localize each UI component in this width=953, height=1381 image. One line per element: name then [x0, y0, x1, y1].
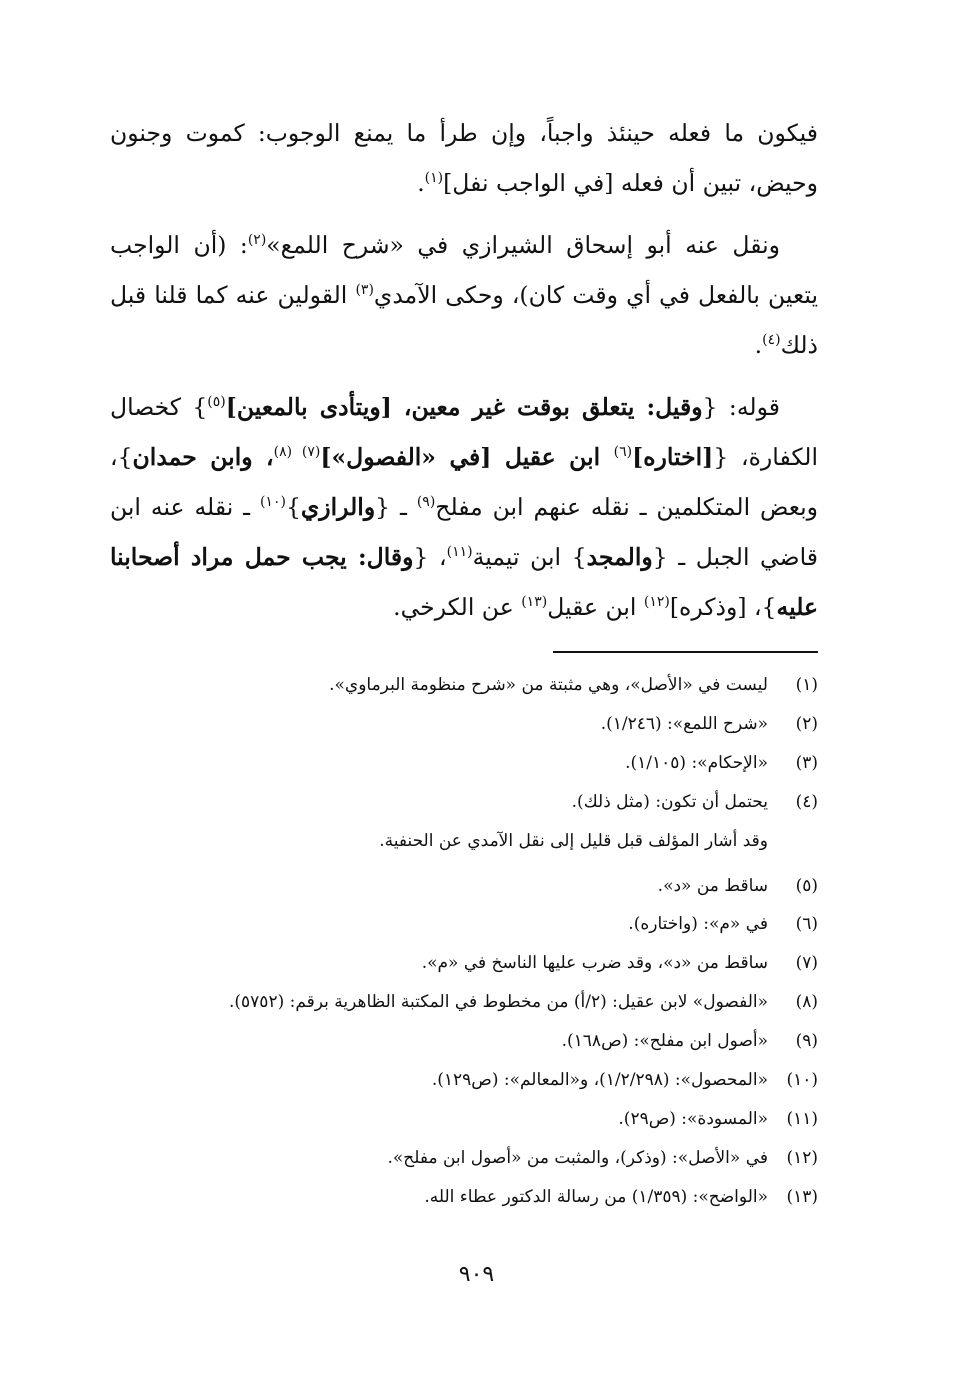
- footnote-number: (٧): [795, 953, 818, 974]
- footnote-marker: (٩): [416, 494, 436, 511]
- footnote-number: (١٣): [786, 1186, 818, 1207]
- footnote: [110, 1187, 818, 1226]
- text-run: .: [754, 331, 763, 359]
- bold-text: وقال: يجب حمل مراد أصحابنا عليه: [110, 543, 818, 621]
- footnote: [110, 831, 818, 876]
- text-run: ـ نقله عنه ابن قاضي الجبل ـ {: [110, 493, 818, 571]
- footnote: [110, 992, 818, 1031]
- footnote-number: (٤): [795, 791, 818, 812]
- footnote: [110, 714, 818, 753]
- footnote: [110, 914, 818, 953]
- footnote-marker: (٥): [207, 394, 226, 411]
- paragraph: [110, 220, 818, 370]
- footnote-number: (١١): [786, 1108, 818, 1129]
- footnote-text: «الواضح»: (١/٣٥٩) من رسالة الدكتور عطاء الله.: [424, 1186, 768, 1207]
- text-run: ابن عقيل: [547, 593, 644, 621]
- footnote-marker: (٢): [247, 232, 267, 249]
- bold-text: [اختاره]: [632, 443, 714, 471]
- text-run: ، {: [413, 543, 447, 571]
- footnote-text: «المحصول»: (١/٢/٢٩٨)، و«المعالم»: (ص١٢٩).: [431, 1070, 768, 1091]
- footnote-text: ساقط من «د».: [657, 875, 768, 896]
- footnote: [110, 753, 818, 792]
- footnote-text: وقد أشار المؤلف قبل قليل إلى نقل الآمدي عن الحنفية.: [379, 830, 768, 851]
- footnote-marker: (١١): [446, 544, 473, 561]
- footnote-text: ليست في «الأصل»، وهي مثبتة من «شرح منظومة البرماوي».: [329, 675, 768, 695]
- footnote: [110, 792, 818, 831]
- text-run: ونقل عنه أبو إسحاق الشيرازي في «شرح اللمع»: [266, 231, 780, 259]
- footnote-text: في «الأصل»: (وذكر)، والمثبت من «أصول ابن مفلح».: [387, 1147, 768, 1168]
- footnote-number: (٦): [795, 914, 818, 935]
- bold-text: والمجد: [586, 543, 653, 571]
- footnote-text: يحتمل أن تكون: (مثل ذلك).: [571, 791, 768, 812]
- paragraph: [110, 108, 818, 208]
- footnote: [110, 675, 818, 714]
- footnote-text: في «م»: (واختاره).: [628, 914, 768, 935]
- bold-text: وقيل: يتعلق بوقت غير معين، [ويتأدى بالمعين]: [225, 393, 703, 421]
- text-run: }: [285, 493, 301, 521]
- main-text: [110, 108, 818, 632]
- footnote-marker: (٣): [355, 282, 374, 299]
- footnote-number: (٨): [795, 992, 818, 1013]
- footnote-number: (١٠): [786, 1070, 818, 1091]
- footnote: [110, 876, 818, 915]
- paragraph: [110, 382, 818, 632]
- footnote: [110, 1031, 818, 1070]
- footnote-number: (١٢): [786, 1147, 818, 1168]
- footnotes: [110, 675, 818, 1226]
- footnote-marker: (٤): [762, 332, 781, 349]
- footnote-text: «الإحكام»: (١/١٠٥).: [625, 752, 768, 773]
- footnote-marker: (١٢): [643, 594, 670, 611]
- footnote-marker: (١): [424, 170, 444, 187]
- page-number: ٩٠٩: [458, 1262, 495, 1287]
- text-run: القولين عنه كما قلنا قبل ذلك: [110, 281, 818, 359]
- footnote-marker: (٧) (٨): [273, 444, 321, 461]
- text-run: فيكون ما فعله حينئذ واجباً، وإن طرأ ما يمنع الوجوب: كموت وجنون وحيض، تبين أن فعله [في الواجب نفل]: [110, 119, 818, 197]
- footnote-number: (٩): [795, 1031, 818, 1052]
- text-run: } ابن تيمية: [472, 543, 587, 571]
- footnote-marker: (١٣): [521, 594, 548, 611]
- footnote-number: (١): [795, 675, 818, 695]
- footnote: [110, 1109, 818, 1148]
- footnote-text: «المسودة»: (ص٢٩).: [618, 1108, 768, 1129]
- text-run: قوله: {: [702, 393, 780, 421]
- footnote-marker: (١٠): [259, 494, 286, 511]
- bold-text: والرازي: [300, 493, 376, 521]
- footnote-text: «الفصول» لابن عقيل: (٢/أ) من مخطوط في المكتبة الظاهرية برقم: (٥٧٥٢).: [229, 992, 768, 1013]
- footnote-marker: (٦): [613, 444, 633, 461]
- text-run: }، وبعض المتكلمين ـ نقله عنهم ابن مفلح: [110, 443, 819, 521]
- footnote-number: (٣): [795, 752, 818, 773]
- footnote: [110, 1070, 818, 1109]
- text-run: } كخصال الكفارة، {: [110, 393, 818, 471]
- text-run: عن الكرخي.: [393, 593, 522, 621]
- footnote-number: (٥): [795, 875, 818, 896]
- footnote-text: «أصول ابن مفلح»: (ص١٦٨).: [561, 1031, 768, 1052]
- footnote-number: (٢): [795, 713, 818, 734]
- text-run: }، [وذكره]: [669, 593, 777, 621]
- footnote: [110, 953, 818, 992]
- bold-text: ، وابن حمدان: [132, 443, 274, 471]
- text-run: ـ {: [375, 493, 417, 521]
- bold-text: ابن عقيل [في «الفصول»]: [320, 443, 614, 471]
- text-run: : (أن الواجب يتعين بالفعل في أي وقت كان)، وحكى الآمدي: [110, 231, 818, 309]
- footnote-text: ساقط من «د»، وقد ضرب عليها الناسخ في «م».: [421, 953, 768, 974]
- footnote-separator: [553, 651, 818, 653]
- footnote: [110, 1148, 818, 1187]
- footnote-text: «شرح اللمع»: (١/٢٤٦).: [600, 713, 768, 734]
- text-run: .: [417, 169, 425, 197]
